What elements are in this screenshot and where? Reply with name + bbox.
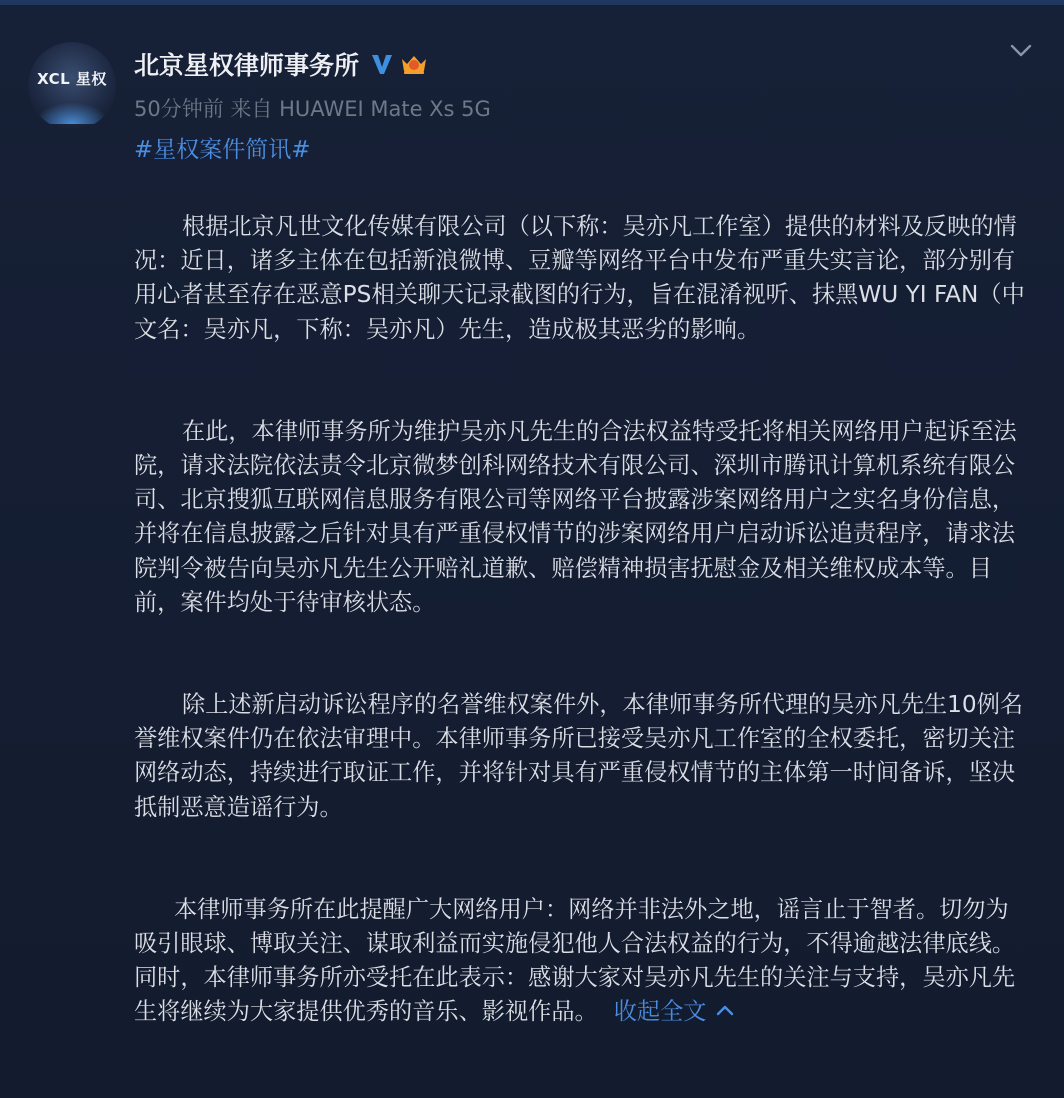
post-paragraph: 在此，本律师事务所为维护吴亦凡先生的合法权益特受托将相关网络用户起诉至法院，请求法院依法责令北京微梦创科网络技术有限公司、深圳市腾讯计算机系统有限公司、北京搜狐互联网信息服务有限公司等网络平台披露涉案网络用户之实名身份信息，并将在信息披露之后针对具有严重侵权情节的涉案网络用户启动诉讼追责程序，请求法院判令被告向吴亦凡先生公开赔礼道歉、赔偿精神损害抚慰金及相关维权成本等。目前，案件均处于待审核状态。	[134, 417, 1017, 616]
avatar-glow	[34, 102, 110, 124]
account-name[interactable]: 北京星权律师事务所	[134, 51, 360, 80]
post-paragraph: 除上述新启动诉讼程序的名誉维权案件外，本律师事务所代理的吴亦凡先生10例名誉维权案件仍在依法审理中。本律师事务所已接受吴亦凡工作室的全权委托，密切关注网络动态，持续进行取证工作，并将针对具有严重侵权情节的主体第一时间备诉，坚决抵制恶意造谣行为。	[134, 691, 1024, 821]
post-body	[134, 210, 1026, 1030]
collapse-label: 收起全文	[613, 998, 707, 1026]
collapse-full-text-link[interactable]	[614, 998, 735, 1025]
account-name-row	[134, 44, 429, 84]
hashtag-link[interactable]: #星权案件简讯#	[134, 137, 311, 163]
post-paragraph-text: 本律师事务所在此提醒广大网络用户：网络并非法外之地，谣言止于智者。切勿为吸引眼球、博取关注、谋取利益而实施侵犯他人合法权益的行为，不得逾越法律底线。同时，本律师事务所亦受托在此表示：感谢大家对吴亦凡先生的关注与支持，吴亦凡先生将继续为大家提供优秀的音乐、影视作品。	[134, 895, 1016, 1026]
crown-icon[interactable]	[399, 51, 429, 77]
avatar[interactable]	[28, 42, 116, 130]
verified-badge-icon[interactable]	[369, 51, 395, 77]
chevron-up-icon	[715, 1003, 735, 1017]
post-meta: 50分钟前 来自 HUAWEI Mate Xs 5G	[134, 97, 491, 121]
post-paragraph-last	[134, 893, 1026, 1030]
post-paragraph: 根据北京凡世文化传媒有限公司（以下称：吴亦凡工作室）提供的材料及反映的情况：近日，诸多主体在包括新浪微博、豆瓣等网络平台中发布严重失实言论，部分别有用心者甚至存在恶意PS相关聊天记录截图的行为，旨在混淆视听、抹黑WU YI FAN（中文名：吴亦凡，下称：吴亦凡）先生，造成极其恶劣的影响。	[134, 213, 1025, 343]
avatar-logo-text: XCL 星权	[37, 70, 107, 88]
chevron-down-icon[interactable]	[1008, 40, 1034, 62]
